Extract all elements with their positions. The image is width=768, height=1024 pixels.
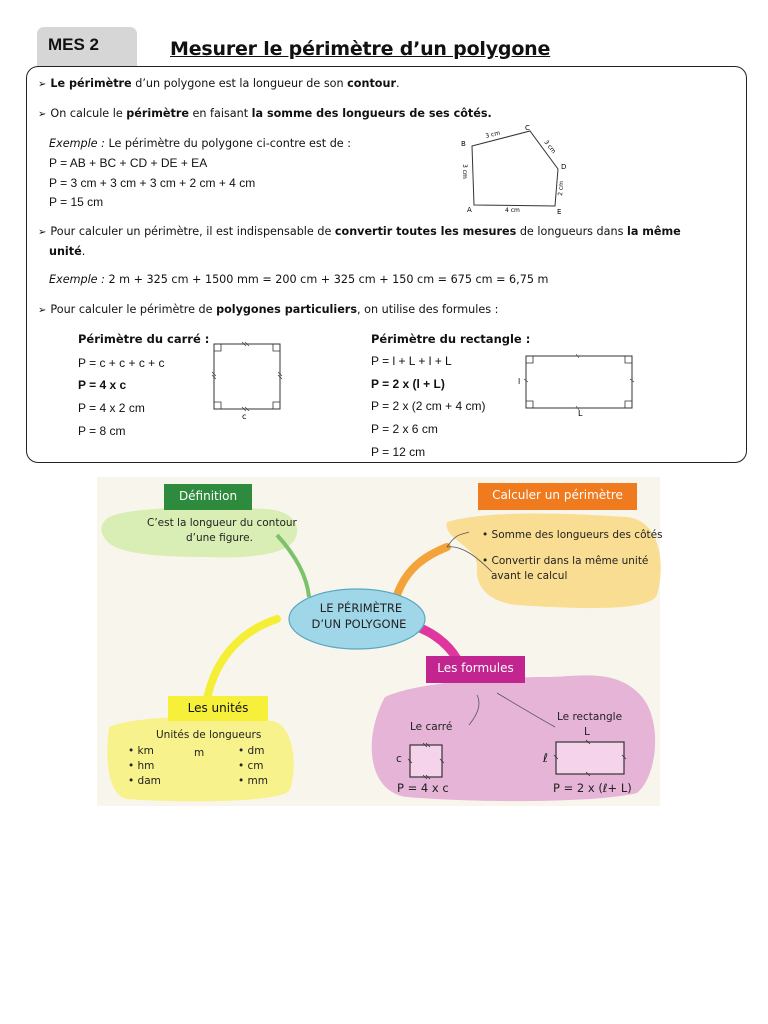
rectangle-formula: P = 2 x 6 cm (371, 422, 438, 436)
unit-item: m (194, 747, 205, 759)
formulas-title: Les formules (426, 656, 525, 683)
side-label: 2 cm (557, 180, 566, 197)
rectangle-formula: P = 2 x (l + L) (371, 377, 445, 391)
rectangle-formula: P = l + L + l + L (371, 354, 452, 368)
unit-item: • cm (238, 760, 264, 772)
page-title: Mesurer le périmètre d’un polygone (170, 38, 551, 60)
definition-text: C’est la longueur du contour (147, 517, 297, 529)
center-title: D’UN POLYGONE (311, 617, 407, 631)
mini-rectangle (556, 742, 624, 774)
formula-label: L (584, 726, 590, 738)
calculate-title: Calculer un périmètre (478, 483, 637, 510)
side-label: L (578, 409, 583, 418)
rule-formulas: ➢ Pour calculer le périmètre de polygones particuliers, on utilise des formules : (38, 303, 499, 316)
rectangle-formula: P = 2 x (2 cm + 4 cm) (371, 399, 486, 413)
formula-square: P = 4 x c (397, 781, 449, 795)
calculate-text: • Somme des longueurs des côtés (482, 529, 663, 541)
example-conversion: Exemple : 2 m + 325 cm + 1500 mm = 200 cm + 325 cm + 150 cm = 675 cm = 6,75 m (49, 273, 549, 286)
formula-label: c (396, 753, 402, 765)
unit-item: • dam (128, 775, 161, 787)
definition-title: Définition (164, 484, 252, 510)
definition-text: d’une figure. (186, 532, 253, 544)
units-title: Les unités (168, 696, 268, 721)
formula-rectangle: P = 2 x (ℓ+ L) (553, 781, 632, 795)
example-intro: Exemple : Le périmètre du polygone ci-contre est de : (49, 137, 351, 150)
rule-sum: ➢ On calcule le périmètre en faisant la somme des longueurs de ses côtés. (38, 107, 492, 120)
arrow-icon: ➢ (38, 227, 47, 238)
calculate-text: avant le calcul (491, 570, 568, 582)
side-label: l (518, 377, 521, 386)
example-line: P = 15 cm (49, 195, 104, 209)
formula-label: Le rectangle (557, 711, 623, 723)
side-label: 4 cm (505, 207, 520, 214)
arrow-icon: ➢ (38, 305, 47, 316)
unit-item: • mm (238, 775, 268, 787)
square-figure (212, 342, 284, 420)
example-line: P = 3 cm + 3 cm + 3 cm + 2 cm + 4 cm (49, 176, 256, 190)
vertex-label: E (557, 208, 562, 216)
rectangle-formula: P = 12 cm (371, 445, 426, 459)
square-formula: P = 4 x c (78, 378, 127, 392)
formula-label: Le carré (410, 721, 453, 733)
example-line: P = AB + BC + CD + DE + EA (49, 156, 208, 170)
square-formula: P = 8 cm (78, 424, 126, 438)
side-label: 3 cm (542, 138, 558, 155)
square-title: Périmètre du carré : (78, 332, 210, 346)
square-formula: P = c + c + c + c (78, 356, 165, 370)
rectangle-title: Périmètre du rectangle : (371, 332, 531, 346)
vertex-label: C (525, 124, 530, 132)
calculate-text: • Convertir dans la même unité (482, 555, 649, 567)
unit-item: • hm (128, 760, 155, 772)
square-formula: P = 4 x 2 cm (78, 401, 145, 415)
rule-definition: ➢ Le périmètre d’un polygone est la longueur de son contour. (38, 77, 400, 90)
unit-item: • km (128, 745, 154, 757)
units-subtitle: Unités de longueurs (156, 729, 262, 741)
mini-square (410, 745, 442, 777)
formula-label: ℓ (543, 751, 548, 765)
rule-convert: ➢ Pour calculer un périmètre, il est indispensable de convertir toutes les mesures de longueurs dans la même (38, 225, 681, 238)
vertex-label: D (561, 163, 567, 171)
arrow-icon: ➢ (38, 79, 47, 90)
vertex-label: A (467, 206, 472, 214)
vertex-label: B (461, 140, 466, 148)
polygon-figure (458, 124, 583, 216)
rule-convert-cont: unité. (49, 245, 86, 258)
side-label: c (242, 412, 247, 421)
rectangle-figure (516, 354, 638, 416)
center-title: LE PÉRIMÈTRE (319, 601, 403, 615)
side-label: 3 cm (484, 129, 501, 140)
side-label: 3 cm (461, 164, 468, 179)
chapter-tag: MES 2 (37, 27, 137, 67)
unit-item: • dm (238, 745, 265, 757)
arrow-icon: ➢ (38, 109, 47, 120)
